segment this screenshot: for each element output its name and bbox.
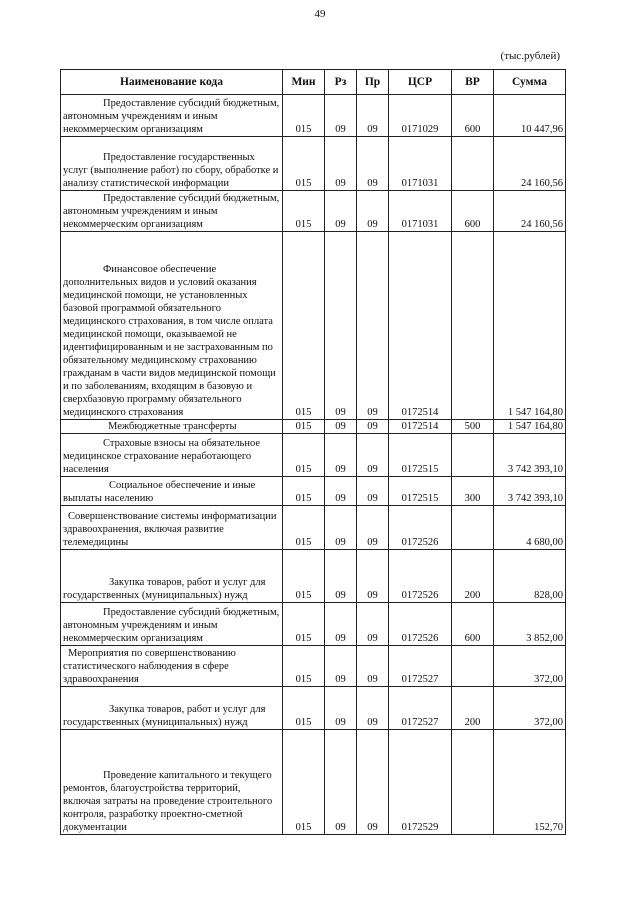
cell-vr: 600 — [452, 191, 494, 232]
cell-pr: 09 — [357, 434, 389, 477]
table-row — [61, 137, 566, 191]
cell-vr — [452, 646, 494, 687]
cell-min: 015 — [283, 191, 325, 232]
cell-sum: 10 447,96 — [494, 95, 566, 137]
header-row — [61, 70, 566, 95]
cell-rz: 09 — [325, 420, 357, 434]
cell-pr: 09 — [357, 506, 389, 550]
cell-min: 015 — [283, 730, 325, 835]
cell-pr: 09 — [357, 687, 389, 730]
header-pr: Пр — [357, 70, 389, 95]
cell-name: Финансовое обеспечение дополнительных видов и условий оказания медицинской помощи, не установленных базовой программой обязательного медицинского страхования, в том числе оплата медицинской помощи, оказываемой не идентифицированным и не застрахованным по обязательному медицинскому страхованию гражданам в части видов медицинской помощи и по заболеваниям, входящим в базовую и сверхбазовую программу обязательного медицинского страхования — [61, 232, 283, 420]
cell-name: Предоставление субсидий бюджетным, автономным учреждениям и иным некоммерческим организациям — [61, 191, 283, 232]
table-row — [61, 730, 566, 835]
cell-csr: 0172526 — [389, 506, 452, 550]
cell-min: 015 — [283, 232, 325, 420]
cell-min: 015 — [283, 550, 325, 603]
header-csr: ЦСР — [389, 70, 452, 95]
cell-pr: 09 — [357, 550, 389, 603]
cell-csr: 0172526 — [389, 603, 452, 646]
table-row — [61, 420, 566, 434]
cell-sum: 24 160,56 — [494, 137, 566, 191]
cell-pr: 09 — [357, 137, 389, 191]
cell-rz: 09 — [325, 687, 357, 730]
header-vr: ВР — [452, 70, 494, 95]
header-name: Наименование кода — [61, 70, 283, 95]
cell-pr: 09 — [357, 603, 389, 646]
cell-name: Закупка товаров, работ и услуг для государственных (муниципальных) нужд — [61, 550, 283, 603]
cell-csr: 0172527 — [389, 687, 452, 730]
cell-name: Мероприятия по совершенствованию статистического наблюдения в сфере здравоохранения — [61, 646, 283, 687]
cell-rz: 09 — [325, 232, 357, 420]
budget-table — [60, 69, 566, 835]
cell-name: Предоставление субсидий бюджетным, автономным учреждениям и иным некоммерческим организациям — [61, 95, 283, 137]
cell-name: Страховые взносы на обязательное медицинское страхование неработающего населения — [61, 434, 283, 477]
header-min: Мин — [283, 70, 325, 95]
cell-min: 015 — [283, 477, 325, 506]
cell-pr: 09 — [357, 191, 389, 232]
cell-name: Социальное обеспечение и иные выплаты населению — [61, 477, 283, 506]
cell-rz: 09 — [325, 137, 357, 191]
cell-rz: 09 — [325, 550, 357, 603]
cell-vr: 300 — [452, 477, 494, 506]
cell-pr: 09 — [357, 232, 389, 420]
table-row — [61, 687, 566, 730]
cell-csr: 0172515 — [389, 434, 452, 477]
cell-vr — [452, 137, 494, 191]
cell-pr: 09 — [357, 477, 389, 506]
cell-sum: 4 680,00 — [494, 506, 566, 550]
table-row — [61, 550, 566, 603]
cell-csr: 0172514 — [389, 232, 452, 420]
cell-name: Предоставление государственных услуг (выполнение работ) по сбору, обработке и анализу статистической информации — [61, 137, 283, 191]
cell-sum: 1 547 164,80 — [494, 232, 566, 420]
cell-csr: 0172515 — [389, 477, 452, 506]
cell-sum: 372,00 — [494, 687, 566, 730]
cell-min: 015 — [283, 506, 325, 550]
cell-csr: 0172526 — [389, 550, 452, 603]
cell-pr: 09 — [357, 730, 389, 835]
cell-csr: 0172514 — [389, 420, 452, 434]
cell-vr: 500 — [452, 420, 494, 434]
cell-name: Проведение капитального и текущего ремонтов, благоустройства территорий, включая затраты на проведение строительного контроля, разработку проектно-сметной документации — [61, 730, 283, 835]
table-row — [61, 95, 566, 137]
cell-sum: 24 160,56 — [494, 191, 566, 232]
cell-min: 015 — [283, 687, 325, 730]
cell-sum: 372,00 — [494, 646, 566, 687]
cell-vr — [452, 730, 494, 835]
cell-csr: 0171029 — [389, 95, 452, 137]
cell-rz: 09 — [325, 603, 357, 646]
cell-rz: 09 — [325, 191, 357, 232]
cell-sum: 1 547 164,80 — [494, 420, 566, 434]
cell-vr: 200 — [452, 687, 494, 730]
cell-rz: 09 — [325, 477, 357, 506]
cell-min: 015 — [283, 646, 325, 687]
cell-sum: 3 852,00 — [494, 603, 566, 646]
table-row — [61, 191, 566, 232]
cell-rz: 09 — [325, 434, 357, 477]
table-row — [61, 646, 566, 687]
header-rz: Рз — [325, 70, 357, 95]
cell-pr: 09 — [357, 646, 389, 687]
cell-sum: 3 742 393,10 — [494, 434, 566, 477]
cell-sum: 828,00 — [494, 550, 566, 603]
table-row — [61, 434, 566, 477]
cell-min: 015 — [283, 434, 325, 477]
page-number: 49 — [314, 8, 326, 20]
cell-min: 015 — [283, 420, 325, 434]
cell-sum: 152,70 — [494, 730, 566, 835]
cell-pr: 09 — [357, 420, 389, 434]
table-row — [61, 603, 566, 646]
cell-vr: 600 — [452, 95, 494, 137]
cell-min: 015 — [283, 603, 325, 646]
cell-sum: 3 742 393,10 — [494, 477, 566, 506]
cell-csr: 0172529 — [389, 730, 452, 835]
cell-vr — [452, 232, 494, 420]
cell-rz: 09 — [325, 506, 357, 550]
table-row — [61, 506, 566, 550]
header-sum: Сумма — [494, 70, 566, 95]
cell-vr: 600 — [452, 603, 494, 646]
cell-name: Предоставление субсидий бюджетным, автономным учреждениям и иным некоммерческим организациям — [61, 603, 283, 646]
cell-rz: 09 — [325, 646, 357, 687]
cell-min: 015 — [283, 95, 325, 137]
cell-name: Закупка товаров, работ и услуг для государственных (муниципальных) нужд — [61, 687, 283, 730]
table-row — [61, 232, 566, 420]
cell-vr — [452, 506, 494, 550]
cell-csr: 0171031 — [389, 191, 452, 232]
cell-csr: 0171031 — [389, 137, 452, 191]
cell-name: Межбюджетные трансферты — [61, 420, 283, 434]
cell-pr: 09 — [357, 95, 389, 137]
cell-vr — [452, 434, 494, 477]
units-label: (тыс.рублей) — [500, 50, 560, 62]
cell-name: Совершенствование системы информатизации здравоохранения, включая развитие телемедицины — [61, 506, 283, 550]
table-row — [61, 477, 566, 506]
cell-vr: 200 — [452, 550, 494, 603]
cell-csr: 0172527 — [389, 646, 452, 687]
cell-min: 015 — [283, 137, 325, 191]
cell-rz: 09 — [325, 95, 357, 137]
cell-rz: 09 — [325, 730, 357, 835]
